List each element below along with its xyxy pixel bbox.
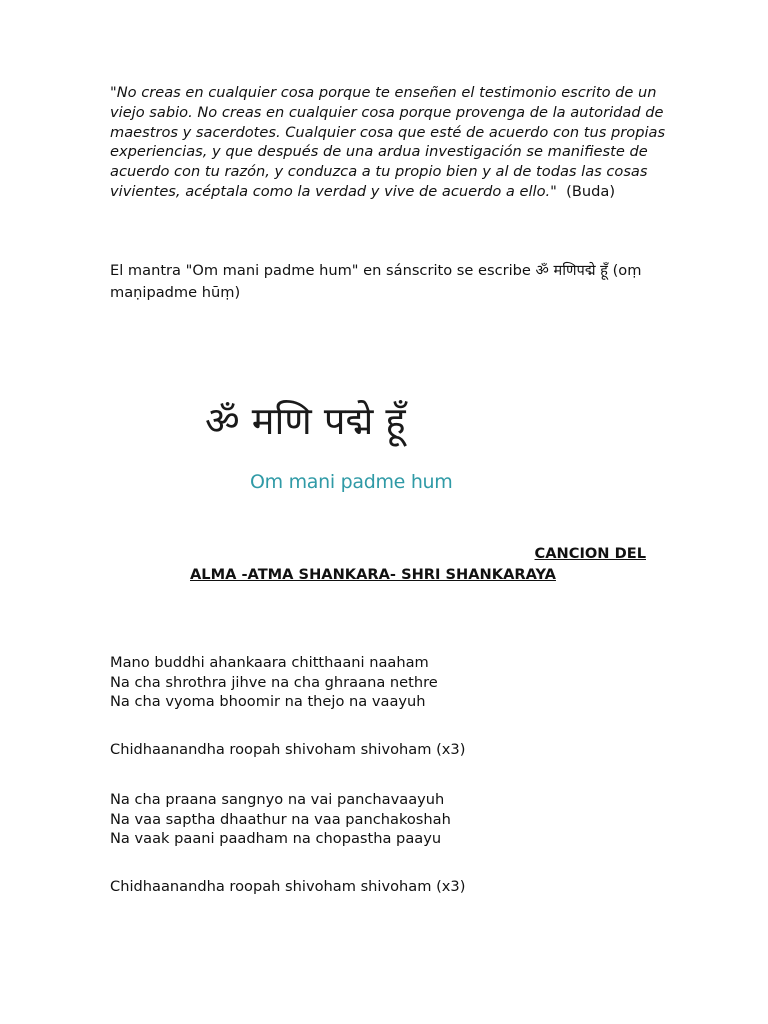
verse-line: Na cha vyoma bhoomir na thejo na vaayuh [110, 693, 426, 711]
verse-2 [110, 790, 670, 849]
quote-text: "No creas en cualquier cosa porque te enseñen el testimonio escrito de un viejo sabio. No creas en cualquier cosa porque provenga de la autoridad de maestros y sacerdotes. Cualquier cosa que esté de acuerdo con tus propias experiencias, y que después de una ardua investigación se manifieste de acuerdo con tu razón, y conduzca a tu propio bien y al de todas las cosas vivientes, acéptala como la verdad y vive de acuerdo a ello." [110, 84, 666, 200]
verse-line: Mano buddhi ahankaara chitthaani naaham [110, 654, 429, 671]
section-heading-line2: ALMA -ATMA SHANKARA- SHRI SHANKARAYA [190, 566, 556, 583]
image-caption: Om mani padme hum [250, 471, 453, 493]
devanagari-calligraphy [205, 388, 495, 468]
devanagari-text: ॐ मणि पद्मे हूँ [205, 399, 406, 443]
buddha-quote [110, 83, 670, 202]
verse-line: Na vaak paani paadham na chopastha paayu [110, 830, 442, 848]
verse-1 [110, 653, 670, 712]
chorus-2 [110, 877, 670, 897]
verse-line: Na cha shrothra jihve na cha ghraana nethre [110, 673, 438, 691]
verse-line: Na vaa saptha dhaathur na vaa panchakoshah [110, 810, 451, 828]
chorus-1 [110, 740, 670, 760]
chorus-line: Chidhaanandha roopah shivoham shivoham (x3) [110, 878, 466, 895]
quote-attribution: (Buda) [566, 182, 616, 200]
verse-line: Na cha praana sangnyo na vai panchavaayuh [110, 791, 445, 808]
section-heading-line1: CANCION DEL [534, 545, 646, 562]
mantra-paragraph: El mantra "Om mani padme hum" en sánscrito se escribe ॐ मणिपद्मे हूँ (oṃ maṇipadme hūṃ) [110, 262, 642, 301]
chorus-line: Chidhaanandha roopah shivoham shivoham (x3) [110, 741, 466, 758]
